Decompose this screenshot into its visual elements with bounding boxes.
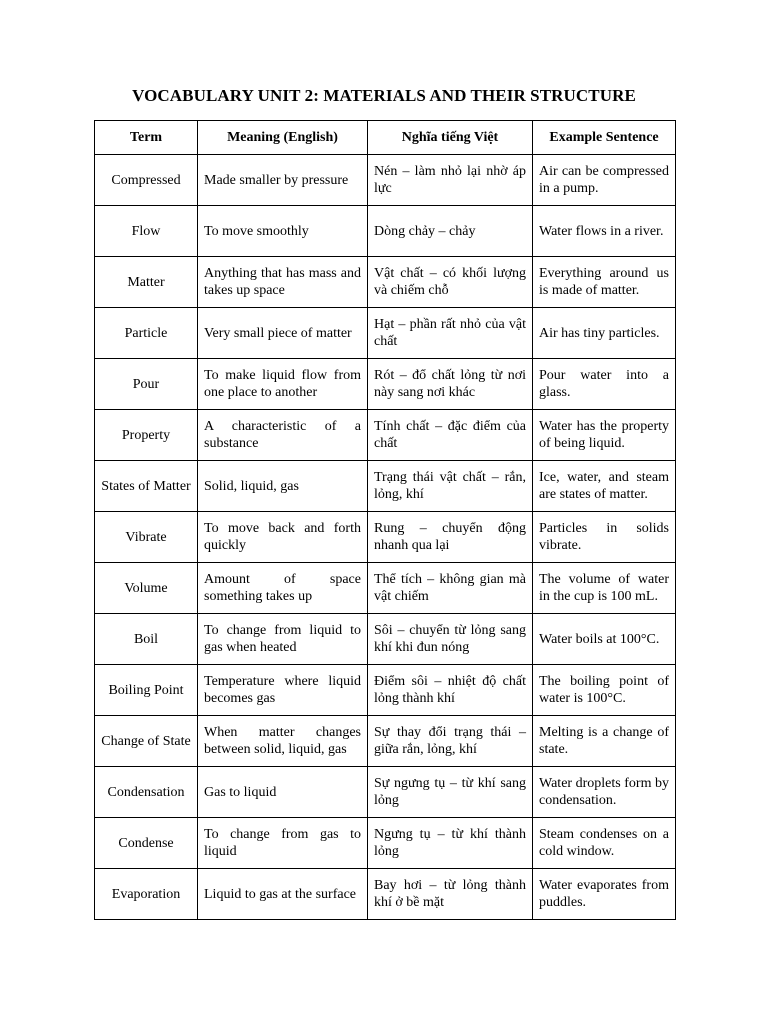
meaning-cell: To make liquid flow from one place to another [198,359,368,410]
term-cell: Boil [95,614,198,665]
meaning-cell: Liquid to gas at the surface [198,869,368,920]
vietnamese-cell: Sự thay đổi trạng thái – giữa rắn, lỏng, khí [368,716,533,767]
vietnamese-cell: Bay hơi – từ lỏng thành khí ở bề mặt [368,869,533,920]
meaning-cell: A characteristic of a substance [198,410,368,461]
example-cell: Air has tiny particles. [533,308,676,359]
meaning-cell: Made smaller by pressure [198,155,368,206]
table-row [95,155,676,206]
example-cell: Water boils at 100°C. [533,614,676,665]
vietnamese-cell: Hạt – phần rất nhỏ của vật chất [368,308,533,359]
term-cell: Condense [95,818,198,869]
term-cell: States of Matter [95,461,198,512]
vietnamese-cell: Rót – đổ chất lỏng từ nơi này sang nơi khác [368,359,533,410]
meaning-cell: Anything that has mass and takes up space [198,257,368,308]
table-row [95,410,676,461]
example-cell: Water evaporates from puddles. [533,869,676,920]
page-title: VOCABULARY UNIT 2: MATERIALS AND THEIR STRUCTURE [132,86,636,105]
term-cell: Flow [95,206,198,257]
vietnamese-cell: Vật chất – có khối lượng và chiếm chỗ [368,257,533,308]
example-cell: Air can be compressed in a pump. [533,155,676,206]
example-cell: The volume of water in the cup is 100 mL. [533,563,676,614]
term-cell: Compressed [95,155,198,206]
example-cell: Water has the property of being liquid. [533,410,676,461]
meaning-cell: When matter changes between solid, liquid, gas [198,716,368,767]
table-body [95,155,676,920]
table-row [95,359,676,410]
example-cell: Everything around us is made of matter. [533,257,676,308]
table-row [95,461,676,512]
vietnamese-cell: Nén – làm nhỏ lại nhờ áp lực [368,155,533,206]
column-header-example: Example Sentence [533,121,676,155]
term-cell: Evaporation [95,869,198,920]
vietnamese-cell: Trạng thái vật chất – rắn, lỏng, khí [368,461,533,512]
table-row [95,563,676,614]
example-cell: Melting is a change of state. [533,716,676,767]
term-cell: Condensation [95,767,198,818]
vietnamese-cell: Tính chất – đặc điểm của chất [368,410,533,461]
meaning-cell: Solid, liquid, gas [198,461,368,512]
table-row [95,716,676,767]
meaning-cell: To move smoothly [198,206,368,257]
table-row [95,257,676,308]
meaning-cell: Very small piece of matter [198,308,368,359]
term-cell: Vibrate [95,512,198,563]
term-cell: Pour [95,359,198,410]
table-row [95,614,676,665]
example-cell: Particles in solids vibrate. [533,512,676,563]
table-row [95,767,676,818]
example-cell: Water droplets form by condensation. [533,767,676,818]
vietnamese-cell: Sự ngưng tụ – từ khí sang lỏng [368,767,533,818]
example-cell: Steam condenses on a cold window. [533,818,676,869]
example-cell: Water flows in a river. [533,206,676,257]
meaning-cell: To change from gas to liquid [198,818,368,869]
term-cell: Particle [95,308,198,359]
term-cell: Matter [95,257,198,308]
vietnamese-cell: Dòng chảy – chảy [368,206,533,257]
vietnamese-cell: Ngưng tụ – từ khí thành lỏng [368,818,533,869]
vietnamese-cell: Điểm sôi – nhiệt độ chất lỏng thành khí [368,665,533,716]
vocabulary-table [94,120,676,920]
vietnamese-cell: Thể tích – không gian mà vật chiếm [368,563,533,614]
column-header-vietnamese: Nghĩa tiếng Việt [368,121,533,155]
table-row [95,665,676,716]
term-cell: Property [95,410,198,461]
vietnamese-cell: Sôi – chuyển từ lỏng sang khí khi đun nóng [368,614,533,665]
table-row [95,818,676,869]
term-cell: Boiling Point [95,665,198,716]
meaning-cell: Temperature where liquid becomes gas [198,665,368,716]
example-cell: Ice, water, and steam are states of matter. [533,461,676,512]
example-cell: The boiling point of water is 100°C. [533,665,676,716]
vietnamese-cell: Rung – chuyển động nhanh qua lại [368,512,533,563]
meaning-cell: Gas to liquid [198,767,368,818]
meaning-cell: To change from liquid to gas when heated [198,614,368,665]
meaning-cell: Amount of space something takes up [198,563,368,614]
example-cell: Pour water into a glass. [533,359,676,410]
term-cell: Change of State [95,716,198,767]
column-header-meaning: Meaning (English) [198,121,368,155]
table-row [95,308,676,359]
table-header-row [95,121,676,155]
table-row [95,512,676,563]
table-row [95,869,676,920]
meaning-cell: To move back and forth quickly [198,512,368,563]
table-row [95,206,676,257]
term-cell: Volume [95,563,198,614]
column-header-term: Term [95,121,198,155]
